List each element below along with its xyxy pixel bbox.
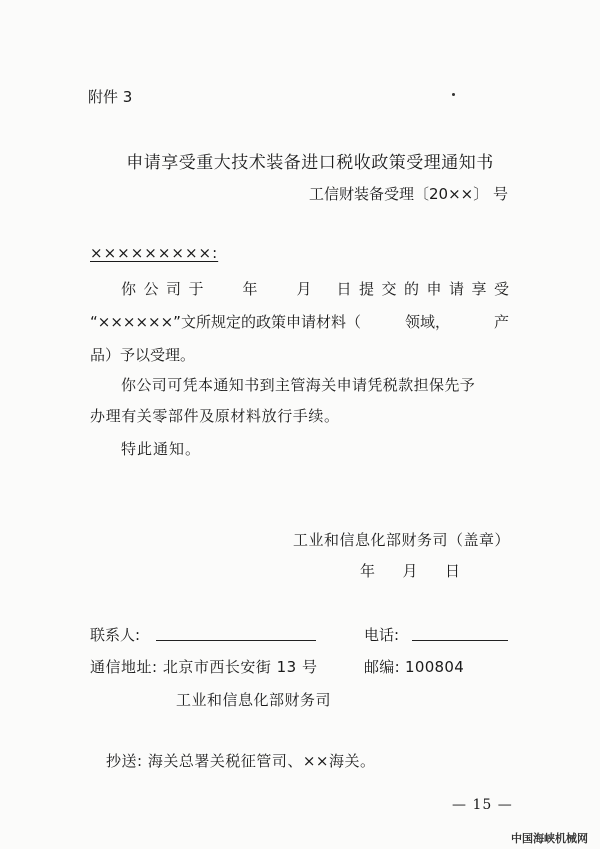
postal-code: 邮编: 100804 (364, 658, 465, 676)
char: 于 (188, 280, 204, 298)
signature-date (360, 560, 460, 581)
paragraph-1-line-3: 品）予以受理。 (90, 346, 196, 364)
text-segment: “××××××”文所规定的政策申请材料（ (90, 313, 361, 331)
attachment-label: 附件 3 (88, 88, 133, 106)
paragraph-1-line-2 (90, 311, 509, 332)
char: 请 (448, 280, 464, 298)
phone-label: 电话: (364, 626, 400, 644)
date-year-label: 年 (360, 562, 376, 580)
page-number: — 15 — (452, 797, 513, 813)
paragraph-2-line-1: 你公司可凭本通知书到主管海关申请凭税款担保先予 (121, 376, 476, 394)
char: 日 (336, 280, 352, 298)
contact-person-label: 联系人: (90, 626, 141, 644)
date-day-label: 日 (444, 562, 460, 580)
carbon-copy: 抄送: 海关总署关税征管司、××海关。 (106, 752, 376, 770)
paragraph-2-line-2: 办理有关零部件及原材料放行手续。 (90, 407, 340, 425)
char: 司 (166, 280, 182, 298)
char: 的 (403, 280, 419, 298)
site-watermark: 中国海峡机械网 (511, 832, 588, 845)
char: 申 (426, 280, 442, 298)
closing-phrase: 特此通知。 (121, 440, 202, 458)
blank-space (265, 278, 289, 299)
text-segment: 领域， (404, 313, 450, 331)
document-title: 申请享受重大技术装备进口税收政策受理通知书 (126, 153, 494, 173)
issuer-signature: 工业和信息化部财务司（盖章） (292, 531, 510, 549)
phone-blank (412, 640, 508, 641)
char: 享 (471, 280, 487, 298)
char: 受 (493, 280, 509, 298)
contact-person-blank (156, 640, 316, 641)
char: 月 (296, 280, 312, 298)
date-month-label: 月 (402, 562, 418, 580)
char: 你 (121, 280, 137, 298)
char: 提 (358, 280, 374, 298)
char: 年 (242, 280, 258, 298)
text-segment: 产 (493, 313, 509, 331)
scan-speck (452, 93, 455, 96)
addressee: ×××××××××: (90, 244, 219, 262)
mailing-address-line-2: 工业和信息化部财务司 (176, 691, 332, 709)
blank-space (319, 278, 329, 299)
paragraph-1-line-1 (121, 278, 509, 299)
document-number: 工信财装备受理〔20××〕 号 (309, 185, 508, 203)
char: 交 (381, 280, 397, 298)
blank-space (211, 278, 235, 299)
mailing-address: 通信地址: 北京市西长安街 13 号 (90, 658, 318, 676)
char: 公 (143, 280, 159, 298)
